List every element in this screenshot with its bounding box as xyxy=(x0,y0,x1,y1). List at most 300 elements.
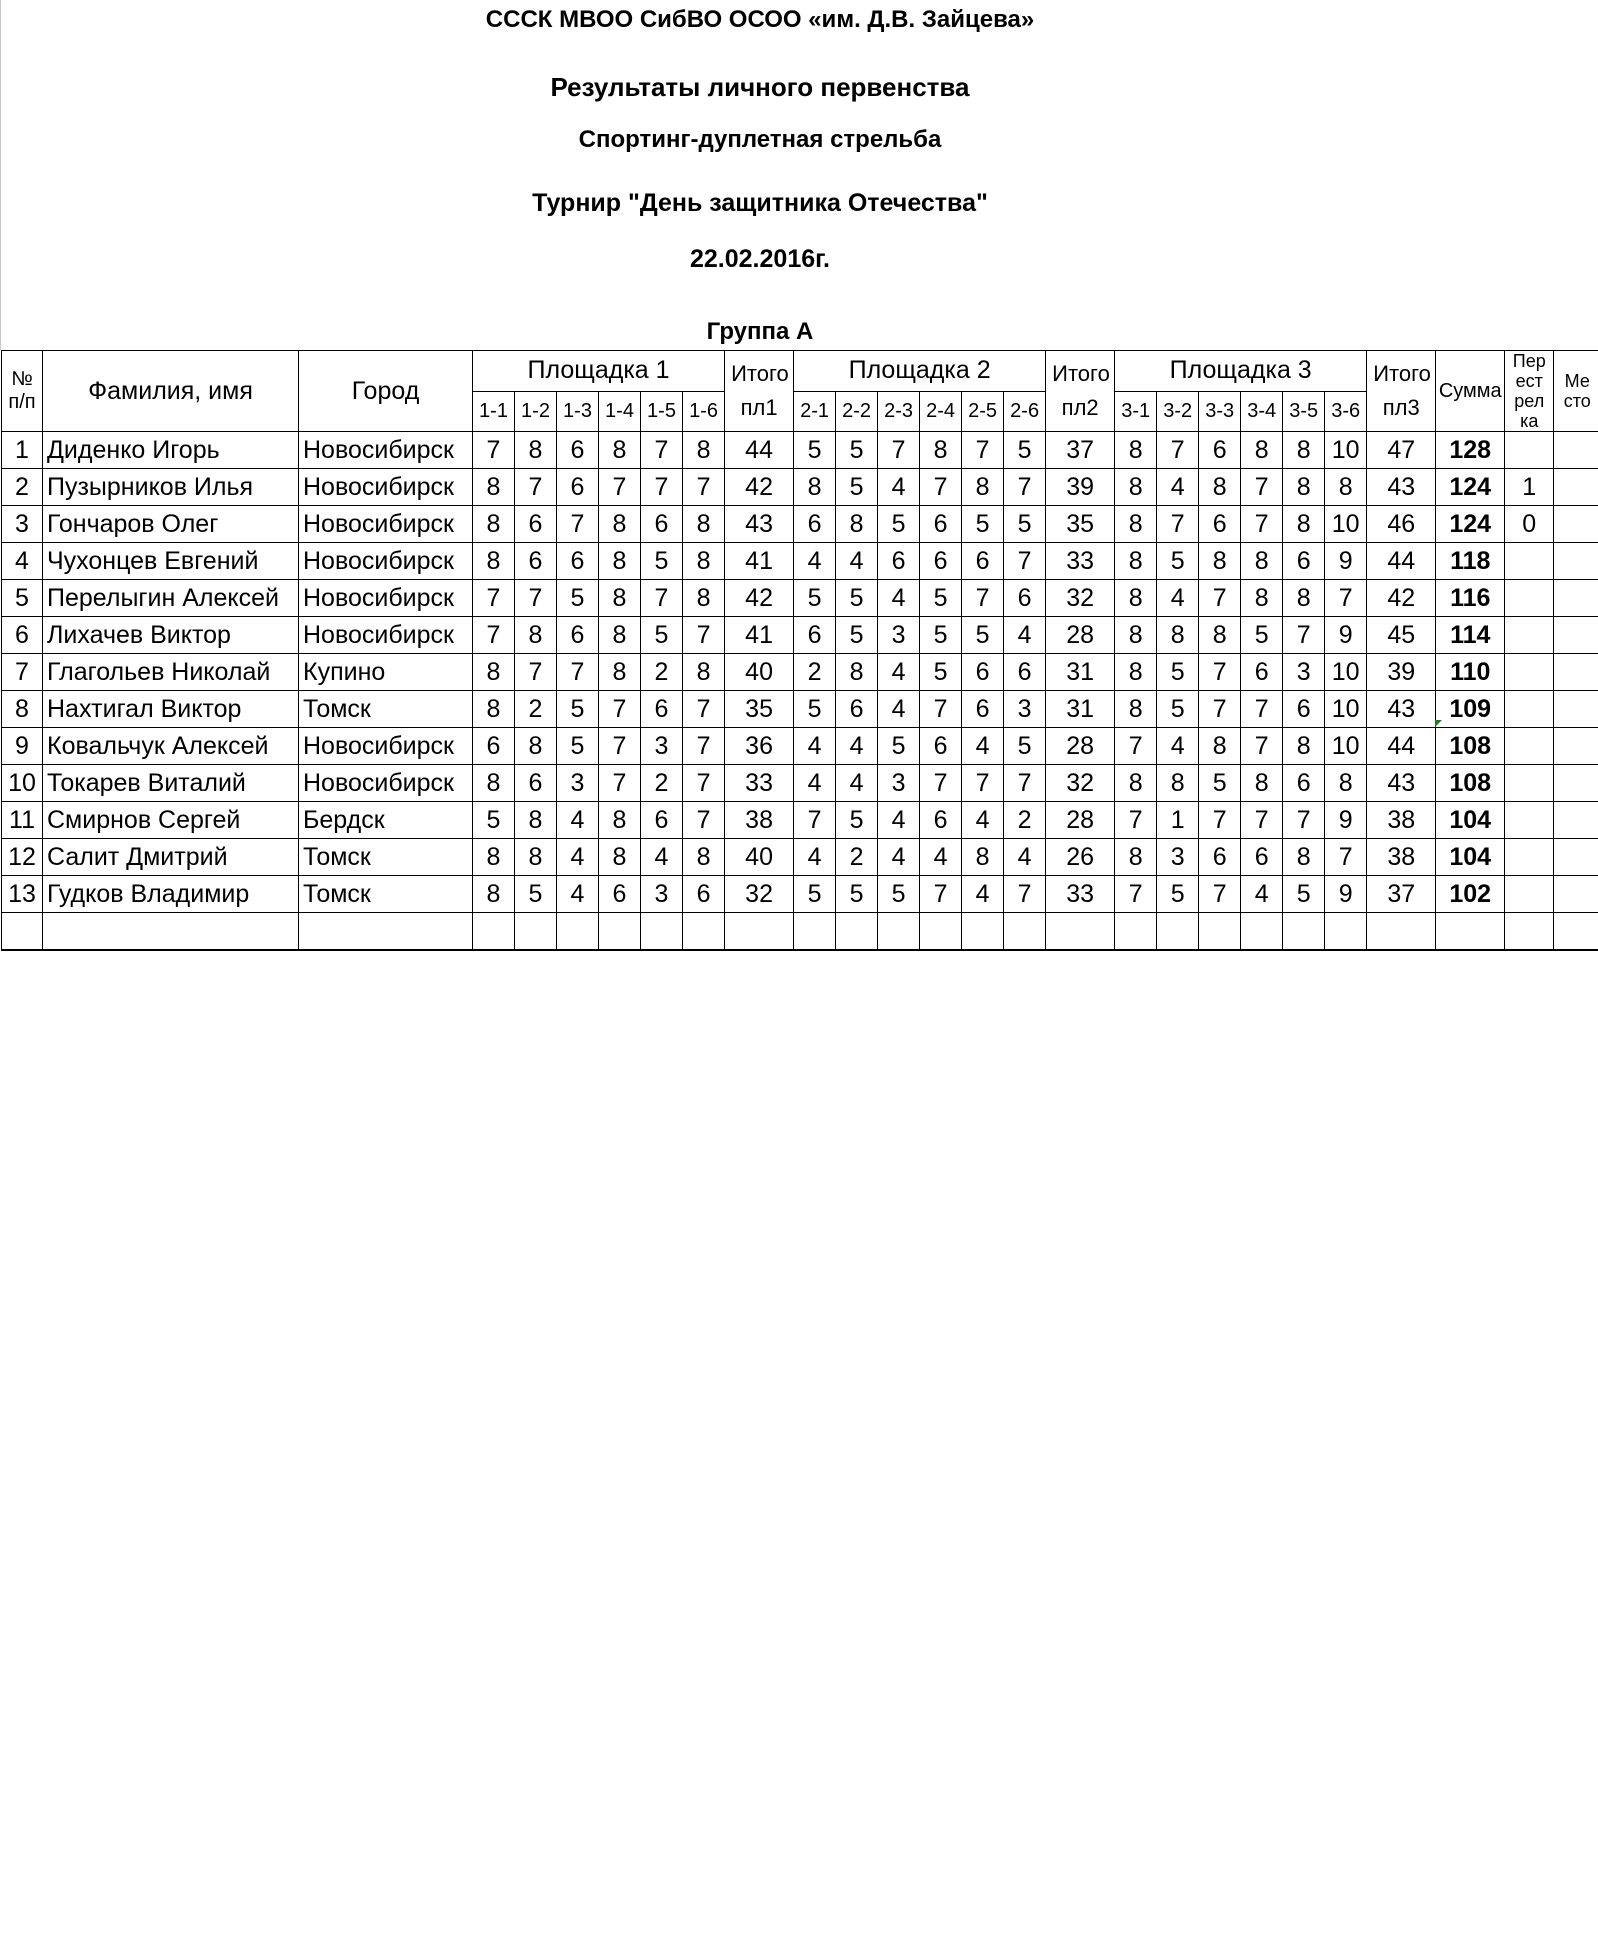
score-cell: 5 xyxy=(641,543,683,580)
empty-cell xyxy=(515,913,557,951)
score-cell: 5 xyxy=(878,506,920,543)
hole-header: 3-5 xyxy=(1283,391,1325,432)
athlete-city: Томск xyxy=(299,839,473,876)
score-cell: 4 xyxy=(836,543,878,580)
score-cell: 7 xyxy=(473,617,515,654)
score-cell: 5 xyxy=(836,617,878,654)
score-cell: 7 xyxy=(1199,876,1241,913)
col-num-header: № п/п xyxy=(2,351,43,432)
score-cell: 7 xyxy=(1115,728,1157,765)
score-cell: 7 xyxy=(641,580,683,617)
score-cell: 8 xyxy=(1283,506,1325,543)
score-cell: 6 xyxy=(794,506,836,543)
athlete-name: Лихачев Виктор xyxy=(43,617,299,654)
score-cell: 7 xyxy=(515,654,557,691)
results-table xyxy=(1,350,1598,951)
row-number: 1 xyxy=(2,432,43,469)
score-cell: 8 xyxy=(1115,654,1157,691)
area-total-cell: 40 xyxy=(725,839,794,876)
place-cell xyxy=(1554,802,1598,839)
empty-cell xyxy=(641,913,683,951)
score-cell: 6 xyxy=(878,543,920,580)
score-cell: 6 xyxy=(1283,765,1325,802)
score-cell: 8 xyxy=(1115,691,1157,728)
athlete-name: Салит Дмитрий xyxy=(43,839,299,876)
score-cell: 5 xyxy=(1004,728,1046,765)
col-total1-header: Итого пл1 xyxy=(725,351,794,432)
group-title: Группа А xyxy=(706,318,814,345)
score-cell: 7 xyxy=(683,802,725,839)
hole-header: 1-5 xyxy=(641,391,683,432)
score-cell: 9 xyxy=(1325,543,1367,580)
area-total-cell: 42 xyxy=(725,580,794,617)
score-cell: 7 xyxy=(1004,876,1046,913)
score-cell: 5 xyxy=(1199,765,1241,802)
hole-header: 2-1 xyxy=(794,391,836,432)
score-cell: 4 xyxy=(794,728,836,765)
area-total-cell: 42 xyxy=(1367,580,1436,617)
score-cell: 6 xyxy=(557,617,599,654)
score-cell: 6 xyxy=(962,654,1004,691)
score-cell: 8 xyxy=(515,839,557,876)
score-cell: 7 xyxy=(1199,691,1241,728)
place-cell xyxy=(1554,432,1598,469)
score-cell: 8 xyxy=(836,506,878,543)
shootoff-cell xyxy=(1505,617,1554,654)
table-row xyxy=(2,469,1598,506)
score-cell: 8 xyxy=(683,580,725,617)
score-cell: 8 xyxy=(1115,839,1157,876)
score-cell: 5 xyxy=(878,728,920,765)
hole-header: 1-3 xyxy=(557,391,599,432)
empty-cell xyxy=(878,913,920,951)
area-total-cell: 40 xyxy=(725,654,794,691)
score-cell: 6 xyxy=(1004,580,1046,617)
athlete-city: Новосибирск xyxy=(299,506,473,543)
discipline-title: Спортинг-дуплетная стрельба xyxy=(578,126,942,153)
empty-cell xyxy=(725,913,794,951)
table-row xyxy=(2,506,1598,543)
score-cell: 5 xyxy=(836,876,878,913)
athlete-city: Новосибирск xyxy=(299,432,473,469)
empty-cell xyxy=(1505,913,1554,951)
col-total2-header: Итого пл2 xyxy=(1046,351,1115,432)
score-cell: 8 xyxy=(1115,469,1157,506)
place-cell xyxy=(1554,839,1598,876)
score-cell: 7 xyxy=(683,617,725,654)
area-total-cell: 31 xyxy=(1046,654,1115,691)
athlete-name: Ковальчук Алексей xyxy=(43,728,299,765)
place-cell xyxy=(1554,580,1598,617)
score-cell: 8 xyxy=(1157,617,1199,654)
left-border-line xyxy=(0,0,1,350)
score-cell: 3 xyxy=(1004,691,1046,728)
score-cell: 5 xyxy=(878,876,920,913)
area-total-cell: 37 xyxy=(1367,876,1436,913)
row-number: 5 xyxy=(2,580,43,617)
table-row xyxy=(2,580,1598,617)
score-cell: 8 xyxy=(1283,580,1325,617)
score-cell: 4 xyxy=(794,765,836,802)
score-cell: 8 xyxy=(683,432,725,469)
col-sum-header: Сумма xyxy=(1436,351,1505,432)
shootoff-cell xyxy=(1505,691,1554,728)
score-cell: 7 xyxy=(599,691,641,728)
score-cell: 4 xyxy=(836,728,878,765)
score-cell: 5 xyxy=(794,876,836,913)
score-cell: 6 xyxy=(557,469,599,506)
score-cell: 5 xyxy=(1157,654,1199,691)
score-cell: 3 xyxy=(1157,839,1199,876)
score-cell: 7 xyxy=(1283,617,1325,654)
score-cell: 8 xyxy=(515,432,557,469)
event-date: 22.02.2016г. xyxy=(690,245,830,273)
score-cell: 4 xyxy=(1157,469,1199,506)
score-cell: 6 xyxy=(1004,654,1046,691)
score-cell: 8 xyxy=(1199,469,1241,506)
score-cell: 7 xyxy=(1115,802,1157,839)
score-cell: 6 xyxy=(836,691,878,728)
score-cell: 7 xyxy=(641,432,683,469)
col-city-header: Город xyxy=(299,351,473,432)
score-cell: 8 xyxy=(920,432,962,469)
area-total-cell: 32 xyxy=(725,876,794,913)
empty-cell xyxy=(1554,913,1598,951)
shootoff-cell xyxy=(1505,432,1554,469)
col-area1-header: Площадка 1 xyxy=(473,351,725,392)
score-cell: 8 xyxy=(473,765,515,802)
score-cell: 8 xyxy=(473,691,515,728)
score-cell: 8 xyxy=(1325,765,1367,802)
score-cell: 7 xyxy=(920,469,962,506)
athlete-name: Чухонцев Евгений xyxy=(43,543,299,580)
score-cell: 4 xyxy=(878,691,920,728)
shootoff-cell xyxy=(1505,654,1554,691)
score-cell: 7 xyxy=(1241,728,1283,765)
hole-header: 3-3 xyxy=(1199,391,1241,432)
score-cell: 4 xyxy=(962,876,1004,913)
score-cell: 5 xyxy=(836,469,878,506)
score-cell: 5 xyxy=(836,580,878,617)
area-total-cell: 35 xyxy=(1046,506,1115,543)
athlete-name: Гончаров Олег xyxy=(43,506,299,543)
score-cell: 4 xyxy=(878,839,920,876)
sum-cell: 109 xyxy=(1436,691,1505,728)
col-place-header: Место xyxy=(1554,351,1598,432)
score-cell: 4 xyxy=(1004,839,1046,876)
score-cell: 7 xyxy=(599,469,641,506)
score-cell: 8 xyxy=(683,506,725,543)
score-cell: 9 xyxy=(1325,876,1367,913)
score-cell: 8 xyxy=(683,839,725,876)
row-number: 10 xyxy=(2,765,43,802)
score-cell: 2 xyxy=(641,654,683,691)
empty-cell xyxy=(836,913,878,951)
row-number: 9 xyxy=(2,728,43,765)
score-cell: 6 xyxy=(962,691,1004,728)
sum-cell: 104 xyxy=(1436,839,1505,876)
shootoff-cell xyxy=(1505,765,1554,802)
score-cell: 8 xyxy=(599,580,641,617)
col-name-header: Фамилия, имя xyxy=(43,351,299,432)
score-cell: 6 xyxy=(473,728,515,765)
hole-header: 2-6 xyxy=(1004,391,1046,432)
score-cell: 2 xyxy=(1004,802,1046,839)
empty-cell xyxy=(1046,913,1115,951)
score-cell: 8 xyxy=(473,876,515,913)
score-cell: 5 xyxy=(557,580,599,617)
shootoff-cell xyxy=(1505,839,1554,876)
score-cell: 3 xyxy=(878,765,920,802)
sum-cell: 116 xyxy=(1436,580,1505,617)
score-cell: 4 xyxy=(557,802,599,839)
score-cell: 7 xyxy=(599,728,641,765)
score-cell: 6 xyxy=(641,691,683,728)
score-cell: 7 xyxy=(962,580,1004,617)
score-cell: 5 xyxy=(920,580,962,617)
area-total-cell: 31 xyxy=(1046,691,1115,728)
score-cell: 5 xyxy=(920,617,962,654)
score-cell: 3 xyxy=(1283,654,1325,691)
score-cell: 6 xyxy=(515,506,557,543)
score-cell: 6 xyxy=(962,543,1004,580)
score-cell: 7 xyxy=(1004,469,1046,506)
place-cell xyxy=(1554,765,1598,802)
row-number: 6 xyxy=(2,617,43,654)
score-cell: 7 xyxy=(1241,469,1283,506)
score-cell: 5 xyxy=(836,432,878,469)
score-cell: 4 xyxy=(920,839,962,876)
score-cell: 6 xyxy=(1283,543,1325,580)
score-cell: 8 xyxy=(1241,432,1283,469)
score-cell: 8 xyxy=(1157,765,1199,802)
score-cell: 4 xyxy=(878,469,920,506)
score-cell: 7 xyxy=(1157,506,1199,543)
score-cell: 2 xyxy=(641,765,683,802)
score-cell: 7 xyxy=(599,765,641,802)
athlete-city: Новосибирск xyxy=(299,765,473,802)
score-cell: 8 xyxy=(473,469,515,506)
row-number: 7 xyxy=(2,654,43,691)
sum-cell: 108 xyxy=(1436,765,1505,802)
place-cell xyxy=(1554,654,1598,691)
area-total-cell: 44 xyxy=(725,432,794,469)
score-cell: 6 xyxy=(641,506,683,543)
score-cell: 4 xyxy=(794,543,836,580)
score-cell: 5 xyxy=(920,654,962,691)
score-cell: 8 xyxy=(683,543,725,580)
shootoff-cell: 0 xyxy=(1505,506,1554,543)
score-cell: 6 xyxy=(920,802,962,839)
score-cell: 8 xyxy=(1241,543,1283,580)
score-cell: 1 xyxy=(1157,802,1199,839)
area-total-cell: 32 xyxy=(1046,765,1115,802)
score-cell: 8 xyxy=(599,432,641,469)
table-row xyxy=(2,654,1598,691)
score-cell: 4 xyxy=(1004,617,1046,654)
score-cell: 7 xyxy=(515,580,557,617)
cell-comment-marker xyxy=(1435,720,1442,727)
athlete-city: Купино xyxy=(299,654,473,691)
score-cell: 8 xyxy=(1115,617,1157,654)
score-cell: 7 xyxy=(1241,691,1283,728)
score-cell: 7 xyxy=(557,654,599,691)
shootoff-cell xyxy=(1505,728,1554,765)
score-cell: 5 xyxy=(836,802,878,839)
area-total-cell: 41 xyxy=(725,617,794,654)
score-cell: 8 xyxy=(1325,469,1367,506)
score-cell: 8 xyxy=(473,839,515,876)
empty-cell xyxy=(599,913,641,951)
score-cell: 4 xyxy=(962,802,1004,839)
score-cell: 7 xyxy=(515,469,557,506)
hole-header: 3-1 xyxy=(1115,391,1157,432)
place-cell xyxy=(1554,876,1598,913)
score-cell: 6 xyxy=(1283,691,1325,728)
table-row xyxy=(2,543,1598,580)
area-total-cell: 33 xyxy=(1046,876,1115,913)
empty-cell xyxy=(1283,913,1325,951)
athlete-city: Новосибирск xyxy=(299,617,473,654)
row-number: 4 xyxy=(2,543,43,580)
score-cell: 4 xyxy=(794,839,836,876)
area-total-cell: 46 xyxy=(1367,506,1436,543)
score-cell: 8 xyxy=(1241,765,1283,802)
results-body xyxy=(2,432,1598,951)
score-cell: 8 xyxy=(599,839,641,876)
table-row xyxy=(2,432,1598,469)
score-cell: 8 xyxy=(1115,543,1157,580)
score-cell: 6 xyxy=(683,876,725,913)
sum-cell: 118 xyxy=(1436,543,1505,580)
score-cell: 5 xyxy=(794,580,836,617)
place-cell xyxy=(1554,728,1598,765)
area-total-cell: 28 xyxy=(1046,617,1115,654)
score-cell: 5 xyxy=(641,617,683,654)
score-cell: 7 xyxy=(683,765,725,802)
score-cell: 3 xyxy=(557,765,599,802)
tournament-title: Турнир "День защитника Отечества" xyxy=(532,189,988,217)
score-cell: 4 xyxy=(878,654,920,691)
score-cell: 7 xyxy=(920,765,962,802)
area-total-cell: 28 xyxy=(1046,802,1115,839)
area-total-cell: 33 xyxy=(1046,543,1115,580)
score-cell: 8 xyxy=(473,543,515,580)
score-cell: 7 xyxy=(683,469,725,506)
score-cell: 7 xyxy=(1004,543,1046,580)
score-cell: 10 xyxy=(1325,654,1367,691)
score-cell: 8 xyxy=(515,728,557,765)
score-cell: 4 xyxy=(1157,728,1199,765)
sum-cell: 128 xyxy=(1436,432,1505,469)
athlete-name: Смирнов Сергей xyxy=(43,802,299,839)
score-cell: 6 xyxy=(1199,839,1241,876)
score-cell: 8 xyxy=(1283,728,1325,765)
athlete-name: Диденко Игорь xyxy=(43,432,299,469)
empty-cell xyxy=(299,913,473,951)
score-cell: 10 xyxy=(1325,432,1367,469)
score-cell: 3 xyxy=(641,876,683,913)
score-cell: 7 xyxy=(878,432,920,469)
score-cell: 4 xyxy=(962,728,1004,765)
athlete-city: Новосибирск xyxy=(299,543,473,580)
score-cell: 7 xyxy=(794,802,836,839)
score-cell: 8 xyxy=(794,469,836,506)
score-cell: 5 xyxy=(1283,876,1325,913)
score-cell: 6 xyxy=(641,802,683,839)
area-total-cell: 33 xyxy=(725,765,794,802)
score-cell: 8 xyxy=(1115,765,1157,802)
score-cell: 8 xyxy=(1199,617,1241,654)
score-cell: 8 xyxy=(1115,432,1157,469)
score-cell: 7 xyxy=(1115,876,1157,913)
shootoff-cell xyxy=(1505,876,1554,913)
table-row xyxy=(2,876,1598,913)
document-title: Результаты личного первенства xyxy=(550,72,970,102)
score-cell: 8 xyxy=(962,469,1004,506)
empty-cell xyxy=(1004,913,1046,951)
row-number: 2 xyxy=(2,469,43,506)
score-cell: 6 xyxy=(1199,506,1241,543)
score-cell: 7 xyxy=(1199,802,1241,839)
score-cell: 8 xyxy=(599,802,641,839)
hole-header: 3-2 xyxy=(1157,391,1199,432)
row-number: 11 xyxy=(2,802,43,839)
score-cell: 8 xyxy=(962,839,1004,876)
area-total-cell: 39 xyxy=(1046,469,1115,506)
score-cell: 6 xyxy=(1241,654,1283,691)
area-total-cell: 32 xyxy=(1046,580,1115,617)
area-total-cell: 28 xyxy=(1046,728,1115,765)
score-cell: 8 xyxy=(1115,506,1157,543)
hole-header: 1-6 xyxy=(683,391,725,432)
sum-cell: 108 xyxy=(1436,728,1505,765)
score-cell: 10 xyxy=(1325,691,1367,728)
row-number: 3 xyxy=(2,506,43,543)
score-cell: 4 xyxy=(1157,580,1199,617)
score-cell: 7 xyxy=(557,506,599,543)
row-number: 13 xyxy=(2,876,43,913)
score-cell: 8 xyxy=(473,506,515,543)
score-cell: 7 xyxy=(1283,802,1325,839)
score-cell: 8 xyxy=(599,654,641,691)
area-total-cell: 39 xyxy=(1367,654,1436,691)
score-cell: 7 xyxy=(920,876,962,913)
score-cell: 4 xyxy=(557,839,599,876)
table-row xyxy=(2,728,1598,765)
sum-cell: 110 xyxy=(1436,654,1505,691)
place-cell xyxy=(1554,617,1598,654)
score-cell: 4 xyxy=(641,839,683,876)
score-cell: 7 xyxy=(1004,765,1046,802)
col-area2-header: Площадка 2 xyxy=(794,351,1046,392)
score-cell: 7 xyxy=(1199,654,1241,691)
score-cell: 8 xyxy=(599,506,641,543)
hole-header: 1-2 xyxy=(515,391,557,432)
athlete-name: Нахтигал Виктор xyxy=(43,691,299,728)
score-cell: 4 xyxy=(557,876,599,913)
empty-cell xyxy=(1367,913,1436,951)
hole-header: 2-5 xyxy=(962,391,1004,432)
score-cell: 7 xyxy=(962,765,1004,802)
score-cell: 8 xyxy=(1283,839,1325,876)
hole-header: 1-1 xyxy=(473,391,515,432)
empty-cell xyxy=(962,913,1004,951)
area-total-cell: 36 xyxy=(725,728,794,765)
athlete-name: Глагольев Николай xyxy=(43,654,299,691)
area-total-cell: 45 xyxy=(1367,617,1436,654)
empty-cell xyxy=(1241,913,1283,951)
